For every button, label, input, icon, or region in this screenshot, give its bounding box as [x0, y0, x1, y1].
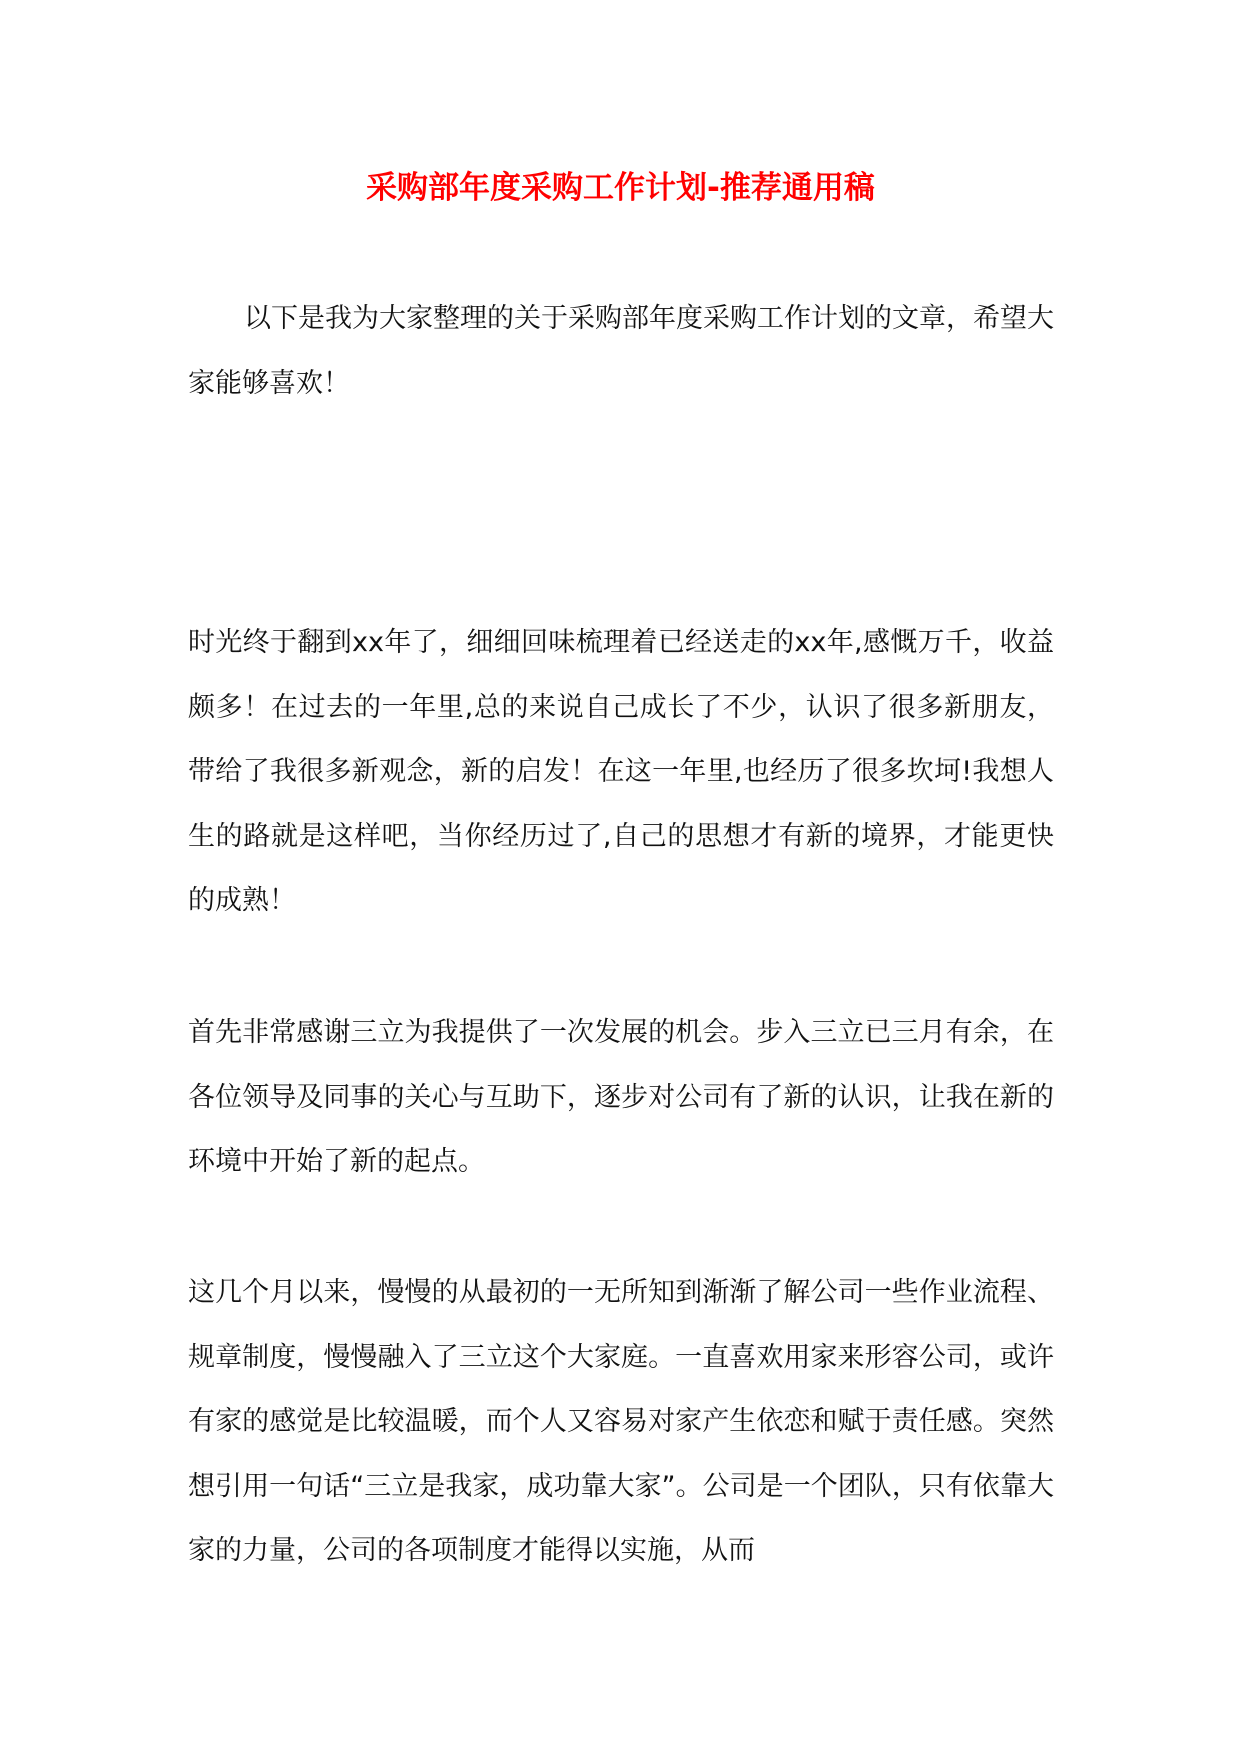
document-title: 采购部年度采购工作计划-推荐通用稿 [366, 170, 875, 206]
intro-paragraph: 以下是我为大家整理的关于采购部年度采购工作计划的文章，希望大家能够喜欢！ [188, 303, 1054, 399]
body-paragraph-1: 时光终于翻到xx年了，细细回味梳理着已经送走的xx年,感慨万千，收益颇多！在过去的一年里,总的来说自己成长了不少，认识了很多新朋友，带给了我很多新观念，新的启发！在这一年里,也经历了很多坎坷!我想人生的路就是这样吧，当你经历过了,自己的思想才有新的境界，才能更快的成熟！ [188, 627, 1054, 916]
body-paragraph-2: 首先非常感谢三立为我提供了一次发展的机会。步入三立已三月有余，在各位领导及同事的关心与互助下，逐步对公司有了新的认识，让我在新的环境中开始了新的起点。 [188, 1017, 1054, 1177]
body-paragraph-3: 这几个月以来，慢慢的从最初的一无所知到渐渐了解公司一些作业流程、规章制度，慢慢融入了三立这个大家庭。一直喜欢用家来形容公司，或许有家的感觉是比较温暖，而个人又容易对家产生依恋和赋于责任感。突然想引用一句话“三立是我家，成功靠大家”。公司是一个团队，只有依靠大家的力量，公司的各项制度才能得以实施，从而 [188, 1277, 1054, 1566]
